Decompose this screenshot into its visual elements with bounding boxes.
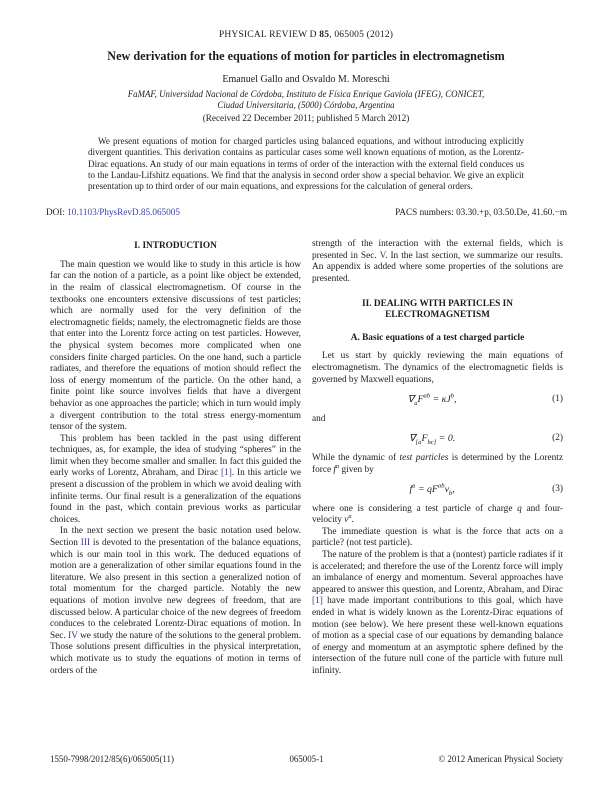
internal-ref-link[interactable]: III bbox=[80, 538, 91, 549]
paragraph-maxwell-intro: Let us start by quickly reviewing the main equations of electromagnetism. The dynamics of the electromagnetic fields is governed by Maxwell equations, bbox=[312, 351, 563, 385]
doi-pacs-row bbox=[46, 207, 567, 217]
equation-2-expression: $\nabla_{[a}F_{bc]} = 0$. bbox=[408, 433, 456, 447]
doi-line bbox=[46, 207, 180, 217]
copyright-notice: © 2012 American Physical Society bbox=[438, 754, 563, 764]
section-2a-heading: A. Basic equations of a test charged particle bbox=[350, 332, 525, 343]
equation-1-expression: $\nabla_aF^{ab} = \kappa J^b$, bbox=[407, 392, 457, 408]
journal-issue-info: , 065005 (2012) bbox=[329, 30, 394, 40]
internal-ref-link[interactable]: [1] bbox=[221, 468, 232, 479]
paragraph-lorentz-force: While the dynamic of test particles is determined by the Lorentz force $f^a$ given by bbox=[312, 452, 563, 475]
paragraph-intro-1: The main question we would like to study in this article is how far can the notion of a particle, as a point like object be extended, in the realm of classical electromagnetism. Of course in the textbooks one encounters extensive discussions of test particles; which are normally used for the very definition of the electromagnetic fields; namely, the electromagnetic fields are those that enter into the Lorentz force acting on test particles. However, the physical system becomes more complicated when one considers finite charged particles. On the one hand, such a particle radiates, and therefore the equations of motion should reflect the loss of energy momentum of the particle. On the other hand, a finite point like source involves fields that have a divergent behavior as one approaches the particle; which in turn would imply a divergent contribution to the total stress energy-momentum tensor of the system. bbox=[50, 259, 301, 433]
received-published-line: (Received 22 December 2011; published 5 March 2012) bbox=[202, 113, 410, 124]
left-column bbox=[50, 239, 301, 753]
article-authors: Emanuel Gallo and Osvaldo M. Moreschi bbox=[222, 74, 390, 85]
equation-2 bbox=[312, 433, 563, 445]
affiliation-line-2: Ciudad Universitaria, (5000) Córdoba, Argentina bbox=[217, 99, 395, 110]
equation-3 bbox=[312, 484, 563, 496]
paragraph-immediate-question: The immediate question is what is the force that acts on a particle? (not test particle). bbox=[312, 526, 563, 549]
page-footer bbox=[50, 754, 563, 765]
abstract-text: We present equations of motion for charged particles using balanced equations, and without introducing explicitly divergent quantities. This derivation contains as particular cases some well known equations of motion, as the Lorentz-Dirac equations. An study of our main equations in terms of order of the interaction with the external field conduces us to the Landau-Lifshitz equations. We find that the analysis in second order show a special behavior. We give an explicit presentation up to third order of our main equations, and expressions for the calculation of general orders. bbox=[88, 136, 524, 191]
equation-3-expression: $f^a = qF^{ab}v_b$, bbox=[409, 482, 455, 498]
equation-2-number: (2) bbox=[552, 433, 563, 444]
section-2-heading: II. DEALING WITH PARTICLES IN ELECTROMAGNETISM bbox=[362, 298, 513, 321]
section-1-heading: I. INTRODUCTION bbox=[134, 241, 217, 252]
equation-1-number: (1) bbox=[552, 394, 563, 405]
article-affiliation bbox=[0, 89, 612, 110]
journal-running-head bbox=[0, 0, 612, 40]
paragraph-intro-3: In the next section we present the basic notation used below. Section III is devoted to the presentation of the balance equations, which is our main tool in this work. The deduced equations of motion are a generalization of other similar equations found in the literature. We also present in this section a generalized notion of total momentum for the charged particle. Notably the new equations of motion involve new degrees of freedom, that are discussed below. A particular choice of the new degrees of freedom conduces to the celebrated Lorentz-Dirac equations of motion. In Sec. IV we study the nature of the solutions to the general problem. Those solutions present difficulties in the physical interpretation, which motivate us to study the equations of motion in terms of orders of the bbox=[50, 526, 301, 676]
affiliation-line-1: FaMAF, Universidad Nacional de Córdoba, Instituto de Física Enrique Gaviola (IFEG), CONICET, bbox=[127, 89, 485, 99]
article-title: New derivation for the equations of motion for particles in electromagnetism bbox=[107, 49, 505, 63]
internal-ref-link[interactable]: V bbox=[379, 250, 386, 261]
equation-3-number: (3) bbox=[552, 484, 563, 495]
equation-1 bbox=[312, 394, 563, 406]
internal-ref-link[interactable]: IV bbox=[68, 630, 78, 641]
paragraph-test-particle: where one is considering a test particle of charge q and four-velocity $v^a$. bbox=[312, 503, 563, 526]
paragraph-intro-2: This problem has been tackled in the past using different techniques, as, for example, the idea of studying “spheres” in the limit when they become smaller and smaller. In fact this guided the early works of Lorentz, Abraham, and Dirac [1]. In this article we present a discussion of the problem in which we avoid dealing with infinite terms. Our final result is a generalization of the equations found in the past, which contain previous works as particular choices. bbox=[50, 433, 301, 525]
page-number: 065005-1 bbox=[289, 754, 324, 764]
article-body-columns bbox=[50, 239, 563, 753]
internal-ref-link[interactable]: [1] bbox=[312, 596, 323, 607]
paragraph-and: and bbox=[312, 413, 326, 424]
paragraph-intro-4: strength of the interaction with the external fields, which is presented in Sec. V. In the last section, we summarize our results. An appendix is added where some properties of the solutions are presented. bbox=[312, 239, 563, 284]
journal-name: PHYSICAL REVIEW D bbox=[218, 30, 320, 40]
doi-link[interactable]: 10.1103/PhysRevD.85.065005 bbox=[67, 207, 180, 218]
doi-label: DOI: bbox=[46, 207, 65, 218]
right-column bbox=[312, 239, 563, 753]
journal-volume: 85 bbox=[319, 30, 330, 40]
paragraph-nature-of-problem: The nature of the problem is that a (nontest) particle radiates if it is accelerated; and therefore the use of the Lorentz force will imply an imbalance of energy and momentum. Several approaches have appeared to answer this question, and Lorentz, Abraham, and Dirac [1] have made important contributions to this goal, which have ended in what is widely known as the Lorentz-Dirac equations of motion (see below). We here present these well-known equations of motion as a special case of our equations by demanding balance of energy and momentum at an asymptotic sphere defined by the intersection of the future null cone of the particle with future null infinity. bbox=[312, 550, 563, 677]
issn-code: 1550-7998/2012/85(6)/065005(11) bbox=[50, 754, 174, 764]
pacs-numbers: PACS numbers: 03.30.+p, 03.50.De, 41.60.−m bbox=[395, 207, 567, 218]
